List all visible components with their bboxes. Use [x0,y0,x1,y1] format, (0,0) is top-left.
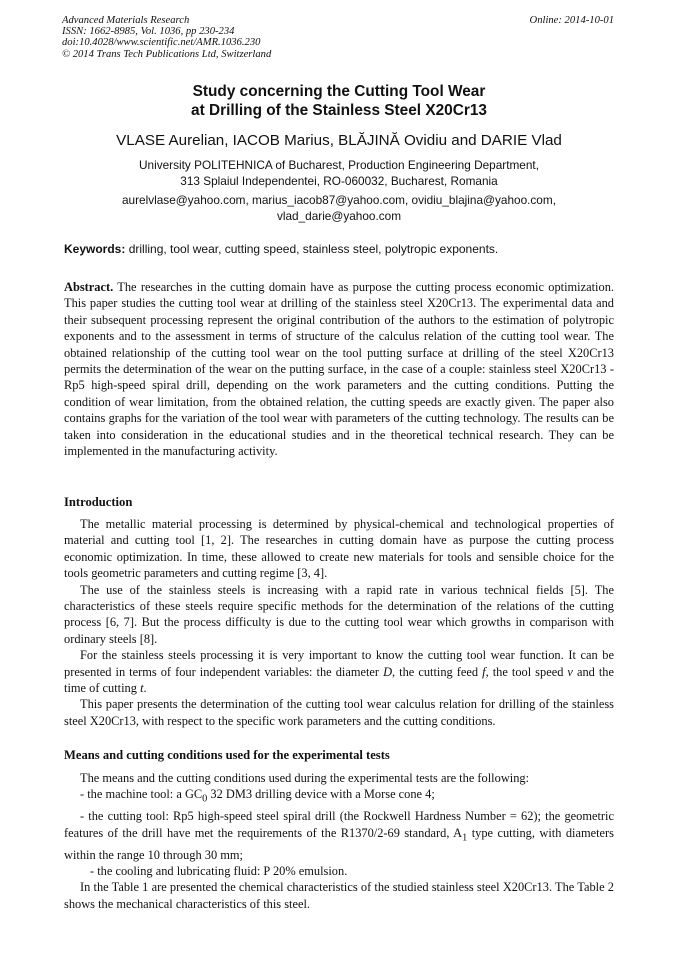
means-item-cooling-fluid: - the cooling and lubricating fluid: P 20% emulsion. [90,863,348,878]
journal-name: Advanced Materials Research [62,15,190,26]
means-item2-text: type cutting, with diameters within the range 10 through 30 mm; [64,825,614,862]
means-item-cutting-tool [64,808,614,863]
means-item-machine-tool [64,786,614,808]
title-line-1: Study concerning the Cutting Tool Wear [192,83,486,100]
keywords-label: Keywords: [64,242,126,256]
var-time: t [140,681,144,696]
intro-p3-text: and the time of cutting [64,664,615,696]
issn-line: ISSN: 1662-8985, Vol. 1036, pp 230-234 [62,26,235,38]
section-heading-introduction: Introduction [64,495,133,509]
means-item2-text: - the cutting tool: Rp5 high-speed steel spiral drill (the Rockwell Hardness Number = 62); the geometric features of the drill have met the requirements of the R1370/2-69 standard, A [64,809,614,840]
journal-header [62,15,271,60]
var-diameter: D [383,664,393,679]
intro-p3-text: , the tool speed [485,664,568,679]
means-paragraph-2: In the Table 1 are presented the chemical characteristics of the studied stainless steel X20Cr13. The Table 2 shows the mechanical characteristics of this steel. [64,880,614,911]
keywords-text: drilling, tool wear, cutting speed, stainless steel, polytropic exponents. [125,242,499,256]
affiliation-line-2: 313 Splaiul Independentei, RO-060032, Bucharest, Romania [180,174,498,188]
online-date: Online: 2014-10-01 [529,15,614,26]
affiliation-line-1: University POLITEHNICA of Bucharest, Production Engineering Department, [139,158,539,172]
introduction-body [64,516,614,729]
intro-paragraph-2: The use of the stainless steels is increasing with a rapid rate in various technical fields [5]. The characteristics of these steels require specific methods for the determination of the relations of the cutting process [6, 7]. But the process difficulty is due to the cutting tool wear which growths in comparison with ordinary steels [8]. [64,582,614,646]
abstract-label: Abstract. [64,280,114,294]
var-feed: f [482,664,486,679]
abstract-text: The researches in the cutting domain have as purpose the cutting process economic optimization. This paper studies the cutting tool wear at drilling of the stainless steel X20Cr13. The experimental data and their subsequent processing represent the original contribution of the authors to the estimation of polytropic exponents and to the assessment in terms of structure of the calculus relation of the cutting tool wear. The obtained relationship of the cutting tool wear on the tool putting surface at drilling of the steel X20Cr13 permits the determination of the wear on the putting surface, in the case of a couple: stainless steel X20Cr13 - Rp5 high-speed spiral drill, depending on the work parameters and the cutting conditions. Putting the condition of wear limitation, from the obtained relation, the cutting speeds are exactly given. The paper also contains graphs for the variation of the tool wear with parameters of the cutting technology. The results can be taken into consideration in the educational studies and in the theoretical technical research. They can be implemented in the manufacturing activity. [64,280,614,459]
section-heading-means: Means and cutting conditions used for the experimental tests [64,748,390,762]
subscript: 1 [462,832,468,844]
intro-p3-text: , the cutting feed [392,664,483,679]
means-item1-text: 32 DM3 drilling device with a Morse cone 4; [207,787,435,802]
affiliation [0,157,678,189]
intro-paragraph-1: The metallic material processing is determined by physical-chemical and technological properties of material and cutting tool [1, 2]. The researches in cutting domain have as purpose the cutting process economic optimization. In time, these allowed to create new materials for tools and sensible choice for the tools geometric parameters and cutting regime [3, 4]. [64,517,614,581]
means-item1-text: - the machine tool: a GC [80,787,203,802]
authors: VLASE Aurelian, IACOB Marius, BLĂJINĂ Ovidiu and DARIE Vlad [116,132,562,149]
means-body [64,770,614,912]
title-line-2: at Drilling of the Stainless Steel X20Cr13 [191,102,487,119]
means-paragraph-1: The means and the cutting conditions used during the experimental tests are the following: [80,771,530,785]
intro-paragraph-4: This paper presents the determination of the cutting tool wear calculus relation for drilling of the stainless steel X20Cr13, with respect to the specific work parameters and the cutting conditions. [64,697,614,728]
keywords [64,242,498,257]
copyright-line: © 2014 Trans Tech Publications Ltd, Switzerland [62,48,272,60]
var-speed: v [567,664,573,679]
intro-p3-text: For the stainless steels processing it is very important to know the cutting tool wear function. It can be presented in terms of four independent variables: the diameter [64,648,614,679]
intro-p3-text: . [143,681,147,696]
subscript: 0 [202,793,208,805]
doi-line: doi:10.4028/www.scientific.net/AMR.1036.230 [62,37,261,49]
abstract [64,279,614,459]
emails-line-1: aurelvlase@yahoo.com, marius_iacob87@yahoo.com, ovidiu_blajina@yahoo.com, [122,193,556,207]
paper-title [0,82,678,120]
intro-paragraph-3 [64,647,614,696]
emails-line-2: vlad_darie@yahoo.com [276,208,402,223]
author-emails [0,193,678,224]
